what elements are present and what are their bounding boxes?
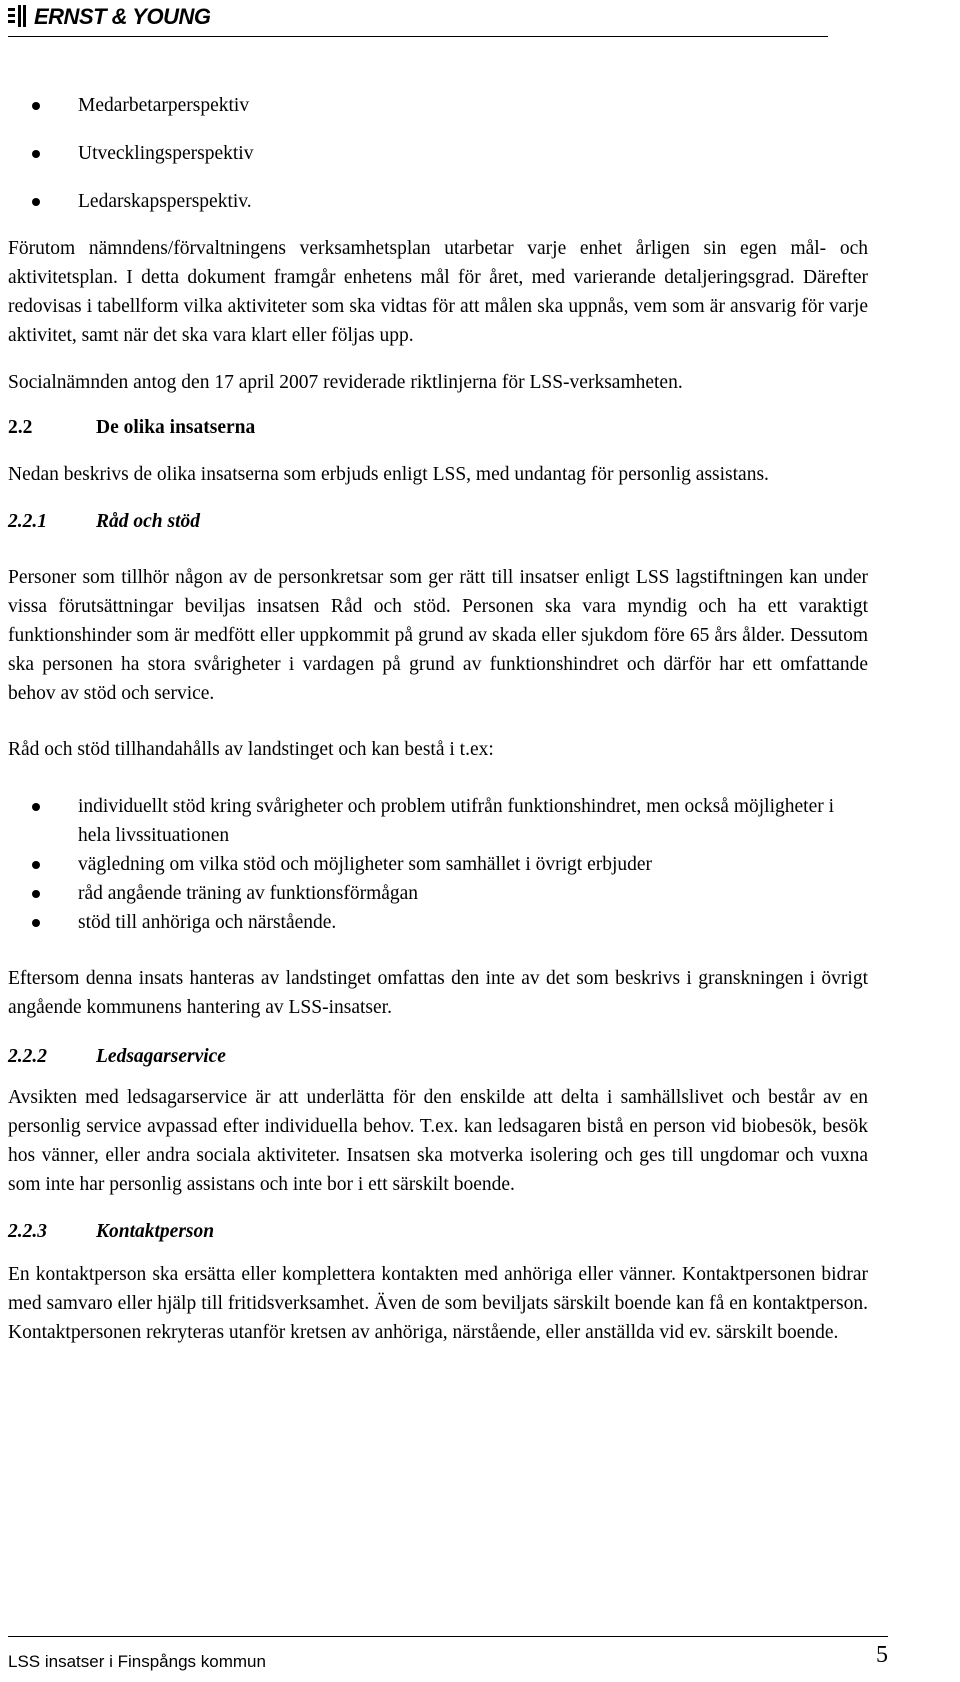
page-number: 5 (876, 1642, 888, 1668)
footer-divider (8, 1636, 888, 1637)
list-item: Utvecklingsperspektiv (8, 130, 868, 178)
section-number: 2.2.2 (8, 1046, 47, 1067)
section-title: Råd och stöd (96, 511, 201, 532)
support-list (8, 792, 868, 937)
section-number: 2.2 (8, 417, 33, 438)
header-divider (8, 36, 828, 37)
bullet-icon (32, 102, 40, 110)
page-footer (8, 1636, 888, 1676)
list-item: Medarbetarperspektiv (8, 82, 868, 130)
list-item: individuellt stöd kring svårigheter och problem utifrån funktionshindret, men också möjligheter i hela livssituationen (8, 792, 868, 850)
paragraph: Personer som tillhör någon av de personkretsar som ger rätt till insatser enligt LSS lagstiftningen kan under vissa förutsättningar beviljas insatsen Råd och stöd. Personen ska vara myndig och ha ett varaktigt funktionshinder som är medfött eller uppkommit på grund av skada eller sjukdom före 65 års ålder. Dessutom ska personen ha stora svårigheter i vardagen på grund av funktionshindret och därför har ett omfattande behov av stöd och service. (8, 567, 868, 704)
section-heading-2-2-1 (8, 507, 868, 536)
footer-title: LSS insatser i Finspångs kommun (8, 1652, 266, 1671)
section-title: Kontaktperson (96, 1221, 215, 1242)
list-item: råd angående träning av funktionsförmågan (8, 879, 868, 908)
paragraph: Avsikten med ledsagarservice är att underlätta för den enskilde att delta i samhällslivet och består av en personlig service avpassad efter individuella behov. T.ex. kan ledsagaren bistå en person vid biobesök, besök hos vänner, eller andra sociala aktiviteter. Insatsen ska motverka isolering och ges till ungdomar och vuxna som inte har personlig assistans och inte bor i ett särskilt boende. (8, 1087, 868, 1195)
bullet-icon (32, 198, 40, 206)
paragraph: Förutom nämndens/förvaltningens verksamhetsplan utarbetar varje enhet årligen sin egen mål- och aktivitetsplan. I detta dokument framgår enhetens mål för året, med varierande detaljeringsgrad. Därefter redovisas i tabellform vilka aktiviteter som ska vidtas för att målen ska uppnås, vem som är ansvarig för varje aktivitet, samt när det ska vara klart eller följas upp. (8, 238, 868, 346)
section-title: De olika insatserna (96, 417, 256, 438)
list-item: stöd till anhöriga och närstående. (8, 908, 868, 937)
section-heading-2-2-3 (8, 1217, 868, 1246)
page-header (8, 2, 828, 38)
bullet-icon (32, 861, 40, 869)
logo-text: ERNST & YOUNG (34, 4, 211, 29)
bullet-icon (32, 919, 40, 927)
perspective-list (8, 82, 868, 226)
section-heading-2-2-2 (8, 1042, 868, 1071)
ey-logo-icon (8, 5, 28, 29)
bullet-icon (32, 890, 40, 898)
document-body (8, 88, 868, 1347)
list-item: vägledning om vilka stöd och möjligheter som samhället i övrigt erbjuder (8, 850, 868, 879)
paragraph: Nedan beskrivs de olika insatserna som erbjuds enligt LSS, med undantag för personlig assistans. (8, 464, 769, 485)
section-number: 2.2.3 (8, 1221, 47, 1242)
paragraph: Eftersom denna insats hanteras av landstinget omfattas den inte av det som beskrivs i granskningen i övrigt angående kommunens hantering av LSS-insatser. (8, 968, 868, 1018)
paragraph: Råd och stöd tillhandahålls av landstinget och kan bestå i t.ex: (8, 739, 494, 760)
bullet-icon (32, 150, 40, 158)
bullet-icon (32, 803, 40, 811)
section-number: 2.2.1 (8, 511, 47, 532)
section-title: Ledsagarservice (96, 1046, 226, 1067)
list-item: Ledarskapsperspektiv. (8, 178, 868, 226)
paragraph: En kontaktperson ska ersätta eller komplettera kontakten med anhöriga eller vänner. Kontaktpersonen bidrar med samvaro eller hjälp till fritidsverksamhet. Även de som beviljats särskilt boende kan få en kontaktperson. Kontaktpersonen rekryteras utanför kretsen av anhöriga, närstående, eller anställda vid ev. särskilt boende. (8, 1264, 868, 1343)
company-logo (8, 4, 210, 30)
paragraph: Socialnämnden antog den 17 april 2007 reviderade riktlinjerna för LSS-verksamheten. (8, 372, 683, 393)
section-heading-2-2 (8, 413, 868, 442)
